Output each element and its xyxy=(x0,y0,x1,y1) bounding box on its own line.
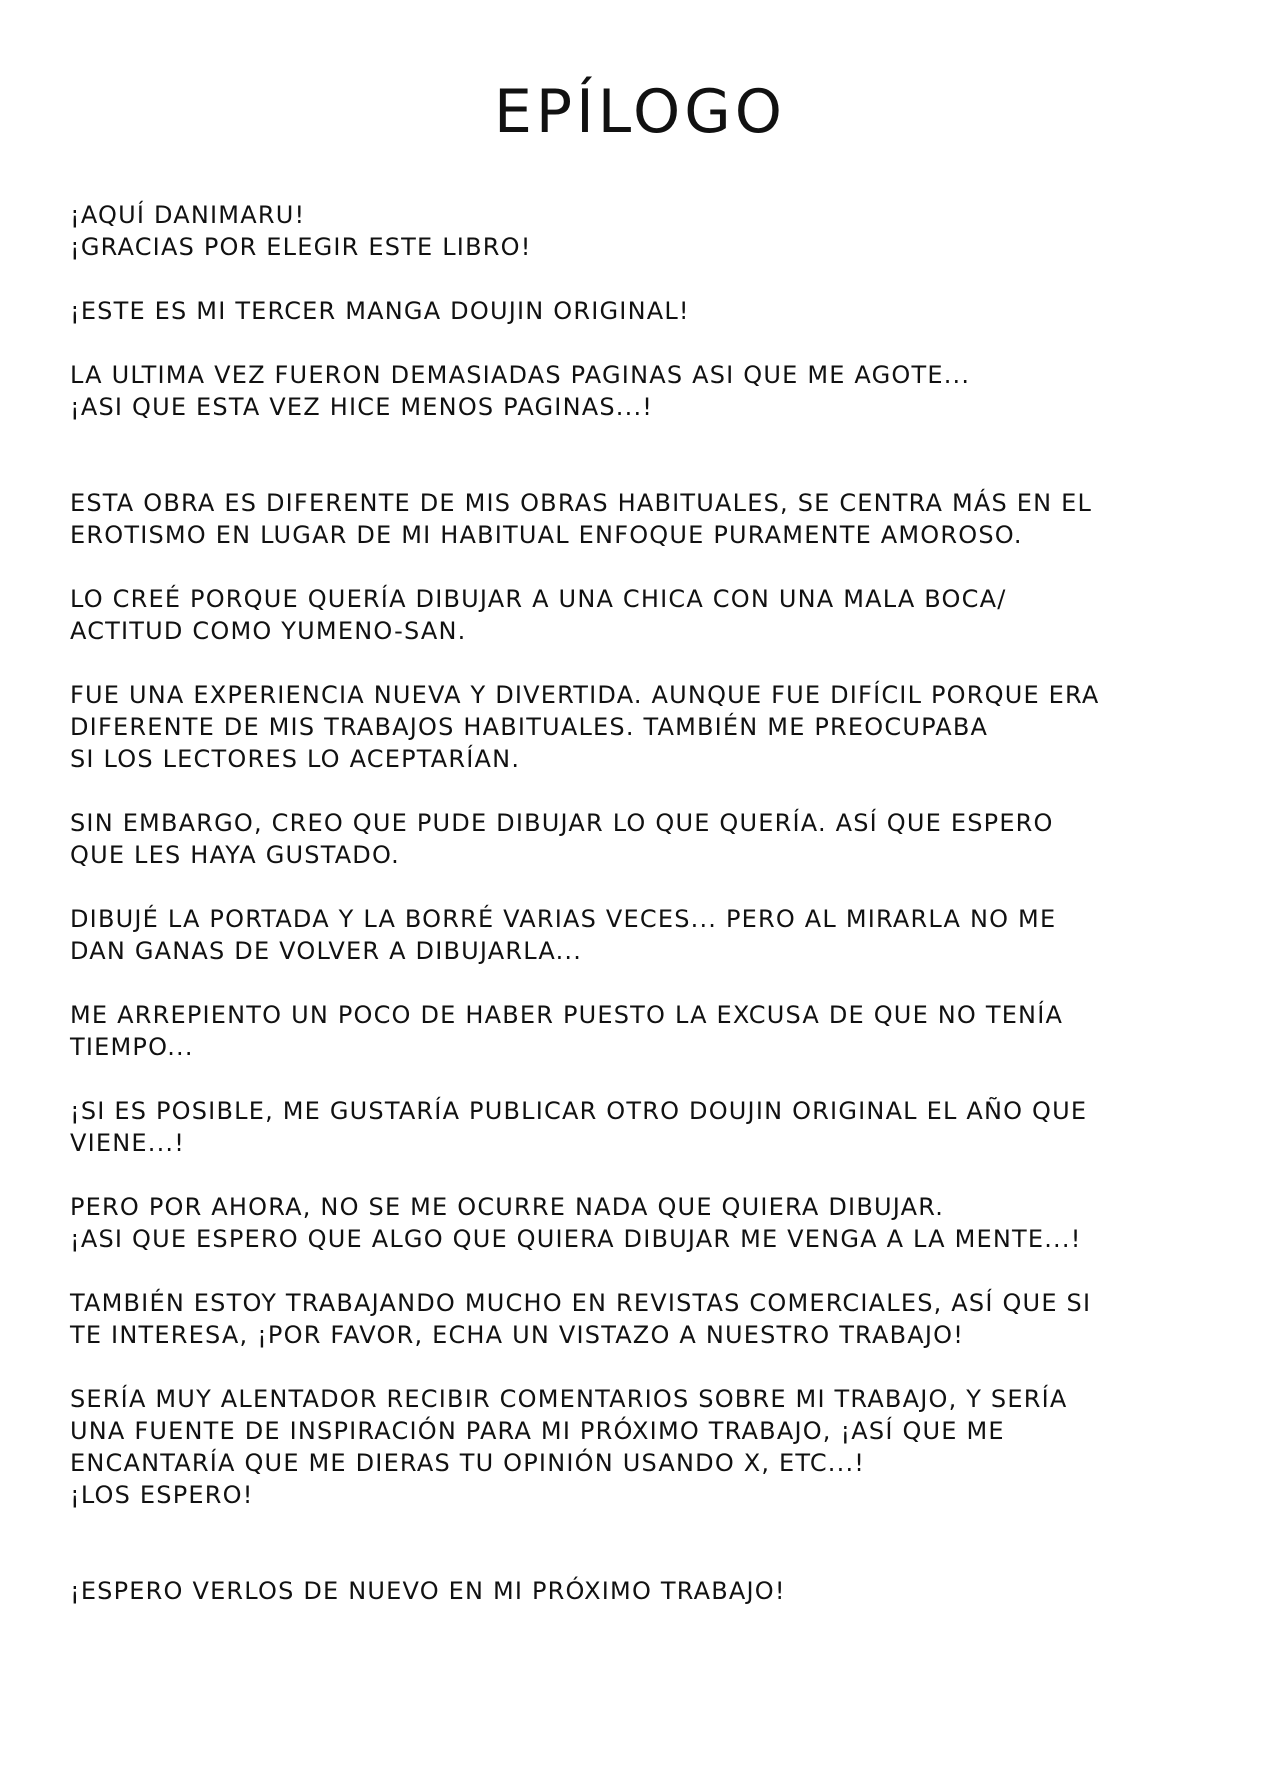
text-line: TAMBIÉN ESTOY TRABAJANDO MUCHO EN REVISTAS COMERCIALES, ASÍ QUE SI xyxy=(70,1289,1092,1317)
paragraph xyxy=(70,679,1260,775)
text-line: UNA FUENTE DE INSPIRACIÓN PARA MI PRÓXIMO TRABAJO, ¡ASÍ QUE ME xyxy=(70,1417,1005,1445)
text-line: ¡AQUÍ DANIMARU! xyxy=(70,201,306,229)
paragraph xyxy=(70,903,1260,967)
text-line: PERO POR AHORA, NO SE ME OCURRE NADA QUE QUIERA DIBUJAR. xyxy=(70,1193,945,1221)
text-line: EROTISMO EN LUGAR DE MI HABITUAL ENFOQUE PURAMENTE AMOROSO. xyxy=(70,521,1023,549)
text-line: SERÍA MUY ALENTADOR RECIBIR COMENTARIOS SOBRE MI TRABAJO, Y SERÍA xyxy=(70,1385,1068,1413)
text-line: DAN GANAS DE VOLVER A DIBUJARLA... xyxy=(70,937,583,965)
text-line: TE INTERESA, ¡POR FAVOR, ECHA UN VISTAZO A NUESTRO TRABAJO! xyxy=(70,1321,965,1349)
text-line: ESTA OBRA ES DIFERENTE DE MIS OBRAS HABITUALES, SE CENTRA MÁS EN EL xyxy=(70,489,1093,517)
paragraph xyxy=(70,583,1260,647)
text-line: FUE UNA EXPERIENCIA NUEVA Y DIVERTIDA. AUNQUE FUE DIFÍCIL PORQUE ERA xyxy=(70,681,1100,709)
paragraph xyxy=(70,359,1260,423)
paragraph xyxy=(70,1095,1260,1159)
text-line: ¡ASI QUE ESPERO QUE ALGO QUE QUIERA DIBUJAR ME VENGA A LA MENTE...! xyxy=(70,1225,1082,1253)
text-line: VIENE...! xyxy=(70,1129,186,1157)
paragraph xyxy=(70,487,1260,551)
text-line: ¡ESPERO VERLOS DE NUEVO EN MI PRÓXIMO TRABAJO! xyxy=(70,1577,786,1605)
text-line: DIBUJÉ LA PORTADA Y LA BORRÉ VARIAS VECES... PERO AL MIRARLA NO ME xyxy=(70,905,1057,933)
paragraph xyxy=(70,999,1260,1063)
text-line: ACTITUD COMO YUMENO-SAN. xyxy=(70,617,467,645)
text-line: QUE LES HAYA GUSTADO. xyxy=(70,841,400,869)
text-line: LA ULTIMA VEZ FUERON DEMASIADAS PAGINAS ASI QUE ME AGOTE... xyxy=(70,361,971,389)
text-line: ¡ASI QUE ESTA VEZ HICE MENOS PAGINAS...! xyxy=(70,393,654,421)
paragraph xyxy=(70,807,1260,871)
text-line: ENCANTARÍA QUE ME DIERAS TU OPINIÓN USANDO X, ETC...! xyxy=(70,1449,866,1477)
text-line: LO CREÉ PORQUE QUERÍA DIBUJAR A UNA CHICA CON UNA MALA BOCA/ xyxy=(70,585,1007,613)
text-line: ¡ESTE ES MI TERCER MANGA DOUJIN ORIGINAL! xyxy=(70,297,690,325)
paragraph xyxy=(70,1287,1260,1351)
page-title: EPÍLOGO xyxy=(493,77,787,147)
text-line: TIEMPO... xyxy=(70,1033,194,1061)
paragraph xyxy=(70,199,1260,263)
afterword-body xyxy=(70,199,1260,1639)
paragraph xyxy=(70,295,1260,327)
text-line: ¡GRACIAS POR ELEGIR ESTE LIBRO! xyxy=(70,233,532,261)
text-line: ¡SI ES POSIBLE, ME GUSTARÍA PUBLICAR OTRO DOUJIN ORIGINAL EL AÑO QUE xyxy=(70,1097,1088,1125)
text-line: SI LOS LECTORES LO ACEPTARÍAN. xyxy=(70,745,521,773)
paragraph xyxy=(70,1575,1260,1607)
text-line: DIFERENTE DE MIS TRABAJOS HABITUALES. TAMBIÉN ME PREOCUPABA xyxy=(70,713,989,741)
text-line: SIN EMBARGO, CREO QUE PUDE DIBUJAR LO QUE QUERÍA. ASÍ QUE ESPERO xyxy=(70,809,1054,837)
text-line: ME ARREPIENTO UN POCO DE HABER PUESTO LA EXCUSA DE QUE NO TENÍA xyxy=(70,1001,1064,1029)
paragraph xyxy=(70,1191,1260,1255)
text-line: ¡LOS ESPERO! xyxy=(70,1481,254,1509)
paragraph xyxy=(70,1383,1260,1511)
